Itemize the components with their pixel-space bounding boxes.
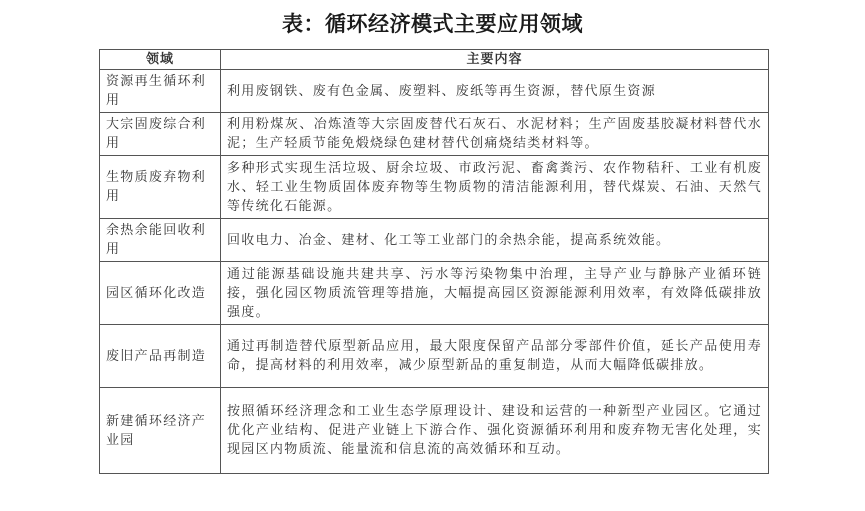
row-content: 多种形式实现生活垃圾、厨余垃圾、市政污泥、畜禽粪污、农作物秸秆、工业有机废水、轻工业生物质固体废弃物等生物质物的清洁能源利用，替代煤炭、石油、天然气等传统化石能源。 — [221, 156, 769, 219]
table-row — [100, 219, 769, 262]
table-row — [100, 70, 769, 113]
header-content: 主要内容 — [221, 50, 769, 70]
row-field: 大宗固废综合利用 — [100, 113, 221, 156]
application-fields-table — [99, 49, 769, 474]
table-row — [100, 325, 769, 388]
row-content: 利用粉煤灰、冶炼渣等大宗固废替代石灰石、水泥材料；生产固废基胶凝材料替代水泥；生产轻质节能免煅烧绿色建材替代创痛烧结类材料等。 — [221, 113, 769, 156]
table-row — [100, 113, 769, 156]
row-content: 回收电力、冶金、建材、化工等工业部门的余热余能，提高系统效能。 — [221, 219, 769, 262]
table-row — [100, 388, 769, 474]
row-field: 新建循环经济产业园 — [100, 388, 221, 474]
row-content: 通过能源基础设施共建共享、污水等污染物集中治理，主导产业与静脉产业循环链接，强化园区物质流管理等措施，大幅提高园区资源能源利用效率，有效降低碳排放强度。 — [221, 262, 769, 325]
row-content: 按照循环经济理念和工业生态学原理设计、建设和运营的一种新型产业园区。它通过优化产业结构、促进产业链上下游合作、强化资源循环利用和废弃物无害化处理，实现园区内物质流、能量流和信息流的高效循环和互动。 — [221, 388, 769, 474]
row-content: 利用废钢铁、废有色金属、废塑料、废纸等再生资源，替代原生资源 — [221, 70, 769, 113]
header-field: 领域 — [100, 50, 221, 70]
row-field: 园区循环化改造 — [100, 262, 221, 325]
row-field: 生物质废弃物利用 — [100, 156, 221, 219]
table-row — [100, 156, 769, 219]
table-title: 表：循环经济模式主要应用领域 — [282, 12, 583, 36]
table-header-row — [100, 50, 769, 70]
row-field: 资源再生循环利用 — [100, 70, 221, 113]
row-field: 余热余能回收利用 — [100, 219, 221, 262]
row-field: 废旧产品再制造 — [100, 325, 221, 388]
row-content: 通过再制造替代原型新品应用，最大限度保留产品部分零部件价值，延长产品使用寿命，提高材料的利用效率，减少原型新品的重复制造，从而大幅降低碳排放。 — [221, 325, 769, 388]
table-row — [100, 262, 769, 325]
